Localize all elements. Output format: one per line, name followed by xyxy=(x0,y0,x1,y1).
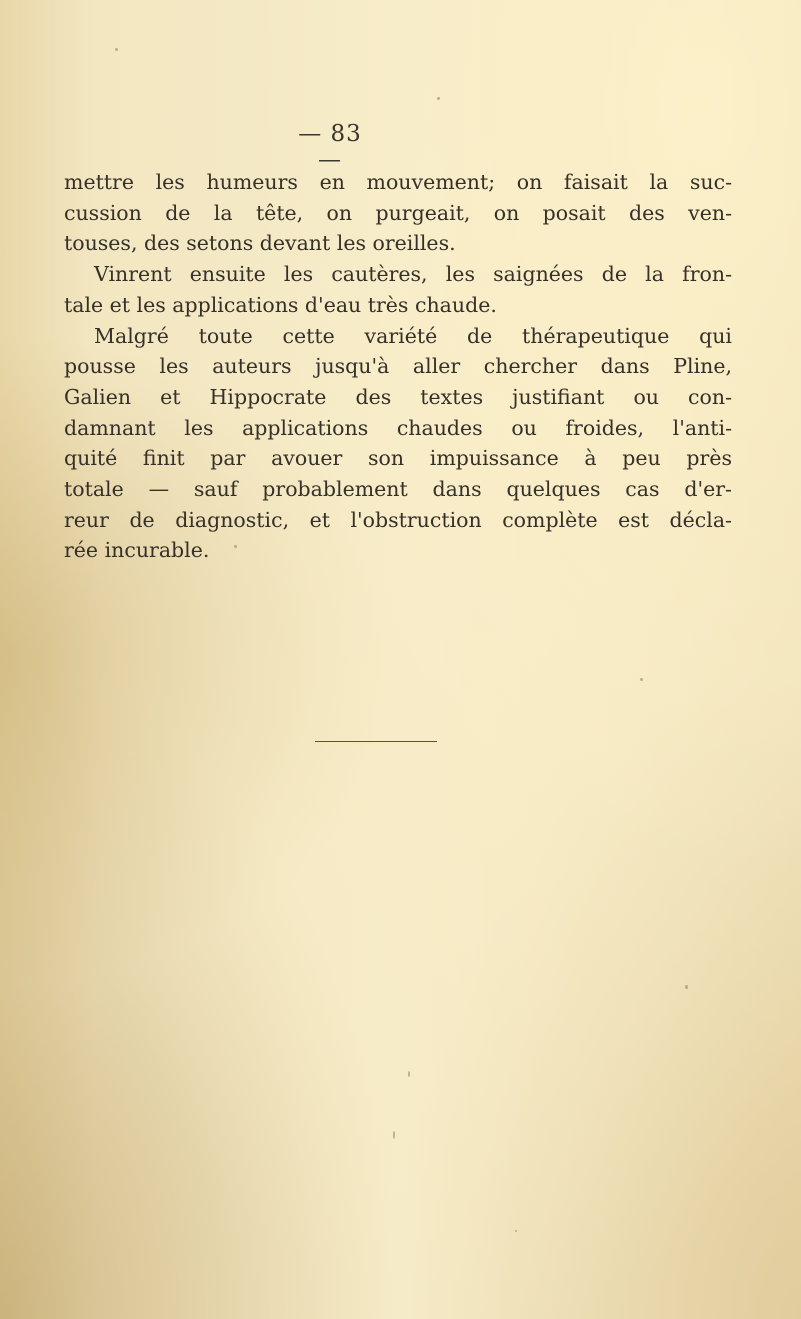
text-line: damnant les applications chaudes ou froides, l'anti- xyxy=(64,415,732,440)
text-line: touses, des setons devant les oreilles. xyxy=(64,231,456,256)
paper-speck xyxy=(393,1131,395,1139)
text-line: rée incurable. xyxy=(64,538,210,563)
section-divider xyxy=(315,741,437,742)
paper-speck xyxy=(685,985,688,989)
body-text xyxy=(64,167,732,566)
text-line: pousse les auteurs jusqu'à aller chercher dans Pline, xyxy=(64,354,732,379)
paper-speck xyxy=(515,1230,517,1232)
text-line: reur de diagnostic, et l'obstruction complète est décla- xyxy=(64,507,732,532)
text-line: tale et les applications d'eau très chaude. xyxy=(64,292,497,317)
paper-speck xyxy=(408,1071,410,1077)
paper-speck xyxy=(640,678,643,681)
text-line: mettre les humeurs en mouvement; on faisait la suc- xyxy=(64,170,732,194)
text-line: totale — sauf probablement dans quelques cas d'er- xyxy=(64,477,732,502)
text-line: Galien et Hippocrate des textes justifiant ou con- xyxy=(64,384,732,409)
text-line: Vinrent ensuite les cautères, les saignées de la fron- xyxy=(94,262,732,287)
text-line: quité finit par avouer son impuissance à peu près xyxy=(64,446,732,471)
paper-speck xyxy=(437,97,440,100)
paper-speck xyxy=(234,545,237,548)
text-line: Malgré toute cette variété de thérapeutique qui xyxy=(94,323,732,348)
page-number: — 83 — xyxy=(298,121,362,173)
text-line: cussion de la tête, on purgeait, on posait des ven- xyxy=(64,200,732,225)
paper-speck xyxy=(115,48,118,51)
